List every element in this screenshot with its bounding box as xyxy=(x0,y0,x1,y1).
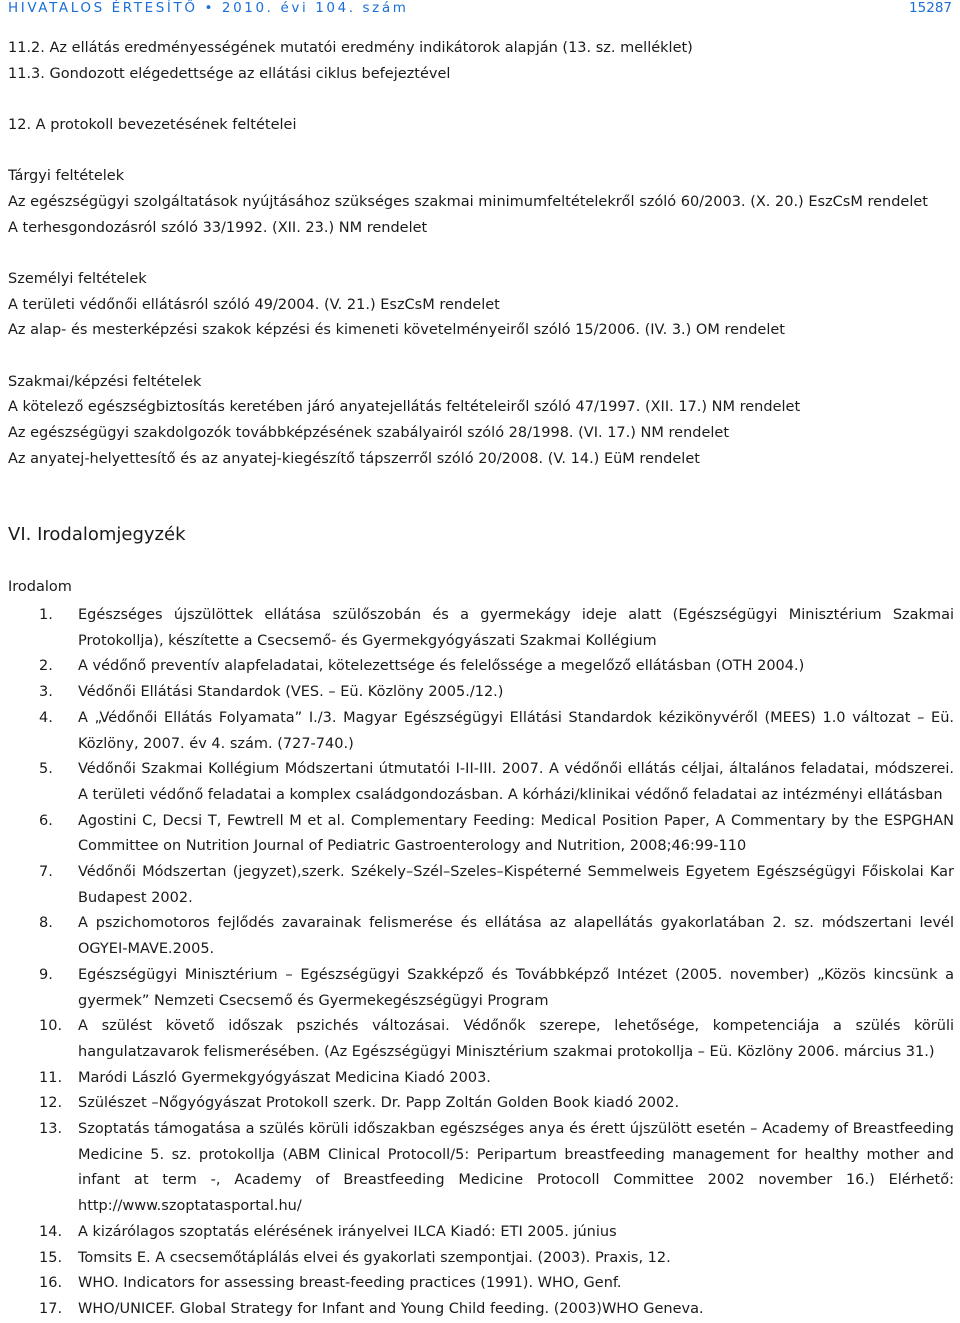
reference-number: 13. xyxy=(39,1121,63,1138)
reference-item xyxy=(8,1220,954,1246)
item-11-3: 11.3. Gondozott elégedettsége az ellátási ciklus befejeztével xyxy=(8,66,451,82)
reference-number: 4. xyxy=(39,709,53,726)
reference-item xyxy=(8,1117,954,1220)
reference-text: A pszichomotoros fejlődés zavarainak felismerése és ellátása az alapellátás gyakorlatában 2. sz. módszertani levél OGYEI-MAVE.2005. xyxy=(78,915,954,958)
reference-item xyxy=(8,1271,954,1297)
reference-list xyxy=(8,603,954,1323)
reference-text: A kizárólagos szoptatás elérésének irányelvei ILCA Kiadó: ETI 2005. június xyxy=(78,1223,617,1240)
reference-number: 14. xyxy=(39,1223,63,1240)
szemelyi-item: A területi védőnői ellátásról szóló 49/2004. (V. 21.) EszCsM rendelet xyxy=(8,297,500,313)
reference-number: 6. xyxy=(39,812,53,829)
reference-number: 3. xyxy=(39,684,53,701)
page-number: 15287 xyxy=(909,0,952,16)
reference-item xyxy=(8,757,954,808)
reference-text: A „Védőnői Ellátás Folyamata” I./3. Magyar Egészségügyi Ellátási Standardok kézikönyvéről (MEES) 1.0 változat – Eü. Közlöny, 2007. év 4. szám. (727-740.) xyxy=(78,709,954,752)
reference-number: 5. xyxy=(39,761,53,778)
reference-text: Szülészet –Nőgyógyászat Protokoll szerk. Dr. Papp Zoltán Golden Book kiadó 2002. xyxy=(78,1095,680,1112)
reference-item xyxy=(8,1297,954,1323)
targyi-item: A terhesgondozásról szóló 33/1992. (XII. 23.) NM rendelet xyxy=(8,220,428,236)
reference-item xyxy=(8,654,954,680)
reference-text: Agostini C, Decsi T, Fewtrell M et al. Complementary Feeding: Medical Position Paper, A Commentary by the ESPGHAN Committee on Nutrition Journal of Pediatric Gastroenterology and Nutrition, 2008;46:99-110 xyxy=(78,812,954,855)
reference-item xyxy=(8,706,954,757)
reference-item xyxy=(8,603,954,654)
item-11-2: 11.2. Az ellátás eredményességének mutatói eredmény indikátorok alapján (13. sz. melléklet) xyxy=(8,40,693,56)
reference-text: WHO. Indicators for assessing breast-feeding practices (1991). WHO, Genf. xyxy=(78,1275,622,1292)
reference-text: WHO/UNICEF. Global Strategy for Infant and Young Child feeding. (2003)WHO Geneva. xyxy=(78,1300,704,1317)
reference-item xyxy=(8,911,954,962)
reference-number: 10. xyxy=(39,1018,63,1035)
szemelyi-item: Az alap- és mesterképzési szakok képzési és kimeneti követelményeiről szóló 15/2006. (IV. 3.) OM rendelet xyxy=(8,322,785,338)
szakmai-item: A kötelező egészségbiztosítás keretében járó anyatejellátás feltételeiről szóló 47/1997. (XII. 17.) NM rendelet xyxy=(8,399,801,415)
reference-item xyxy=(8,1014,954,1065)
reference-text: A védőnő preventív alapfeladatai, kötelezettsége és felelőssége a megelőző ellátásban (OTH 2004.) xyxy=(78,658,805,675)
reference-text: Egészségügyi Minisztérium – Egészségügyi Szakképző és Továbbképző Intézet (2005. november) „Közös kincsünk a gyermek” Nemzeti Csecsemő és Gyermekegészségügyi Program xyxy=(78,966,954,1009)
reference-text: Védőnői Módszertan (jegyzet),szerk. Székely–Szél–Szeles–Kispéterné Semmelweis Egyetem Egészségügyi Főiskolai Kar Budapest 2002. xyxy=(78,864,954,906)
targyi-item: Az egészségügyi szolgáltatások nyújtásához szükséges szakmai minimumfeltételekről szóló 60/2003. (X. 20.) EszCsM rendelet xyxy=(8,194,928,210)
reference-text: Egészséges újszülöttek ellátása szülőszobán és a gyermekágy ideje alatt (Egészségügyi Minisztérium Szakmai Protokollja), készítette a Csecsemő- és Gyermekgyógyászati Szakmai Kollégium xyxy=(78,607,954,649)
reference-item xyxy=(8,860,954,911)
reference-number: 16. xyxy=(39,1275,63,1292)
reference-item xyxy=(8,680,954,706)
reference-number: 9. xyxy=(39,966,53,983)
reference-text: Védőnői Ellátási Standardok (VES. – Eü. Közlöny 2005./12.) xyxy=(78,684,504,701)
page-header xyxy=(8,0,952,16)
reference-number: 17. xyxy=(39,1300,63,1317)
reference-number: 8. xyxy=(39,915,53,932)
reference-number: 2. xyxy=(39,658,53,675)
szemelyi-heading: Személyi feltételek xyxy=(8,271,147,287)
reference-text: Szoptatás támogatása a szülés körüli időszakban egészséges anya és érett újszülött esetén – Academy of Breastfeeding Medicine 5. sz. protokollja (ABM Clinical Protocoll/5: Peripartum breastfeeding management for healthy mother and infant at term -, Academy of Breastfeeding Medicine Protocoll Committee 2002 november 16.) Elérhető: http://www.szoptatasportal.hu/ xyxy=(78,1121,954,1215)
section-vi-heading: VI. Irodalomjegyzék xyxy=(8,524,186,545)
reference-number: 7. xyxy=(39,864,53,881)
reference-text: A szülést követő időszak pszichés változásai. Védőnők szerepe, lehetősége, kompetenciája a szülés körüli hangulatzavarok felismerésében. (Az Egészségügyi Minisztérium szakmai protokollja – Eü. Közlöny 2006. március 31.) xyxy=(78,1018,954,1060)
reference-text: Maródi László Gyermekgyógyászat Medicina Kiadó 2003. xyxy=(78,1069,491,1086)
item-12-heading: 12. A protokoll bevezetésének feltételei xyxy=(8,117,297,133)
szakmai-item: Az anyatej-helyettesítő és az anyatej-kiegészítő tápszerről szóló 20/2008. (V. 14.) EüM rendelet xyxy=(8,451,700,467)
targyi-heading: Tárgyi feltételek xyxy=(8,168,125,184)
reference-item xyxy=(8,1091,954,1117)
journal-title: HIVATALOS ÉRTESÍTŐ • 2010. évi 104. szám xyxy=(8,0,409,16)
reference-item xyxy=(8,809,954,860)
reference-item xyxy=(8,1246,954,1272)
reference-number: 1. xyxy=(39,607,53,623)
irodalom-label: Irodalom xyxy=(8,579,72,595)
reference-number: 15. xyxy=(39,1249,63,1266)
reference-text: Védőnői Szakmai Kollégium Módszertani útmutatói I-II-III. 2007. A védőnői ellátás céljai, általános feladatai, módszerei. A területi védőnő feladatai a komplex családgondozásban. A kórházi/klinikai védőnő feladatai az intézményi ellátásban xyxy=(78,761,954,803)
reference-number: 11. xyxy=(39,1069,63,1086)
szakmai-item: Az egészségügyi szakdolgozók továbbképzésének szabályairól szóló 28/1998. (VI. 17.) NM rendelet xyxy=(8,425,730,441)
reference-number: 12. xyxy=(39,1095,63,1112)
szakmai-heading: Szakmai/képzési feltételek xyxy=(8,374,202,390)
reference-item xyxy=(8,963,954,1014)
reference-item xyxy=(8,1066,954,1092)
reference-text: Tomsits E. A csecsemőtáplálás elvei és gyakorlati szempontjai. (2003). Praxis, 12. xyxy=(78,1249,671,1266)
